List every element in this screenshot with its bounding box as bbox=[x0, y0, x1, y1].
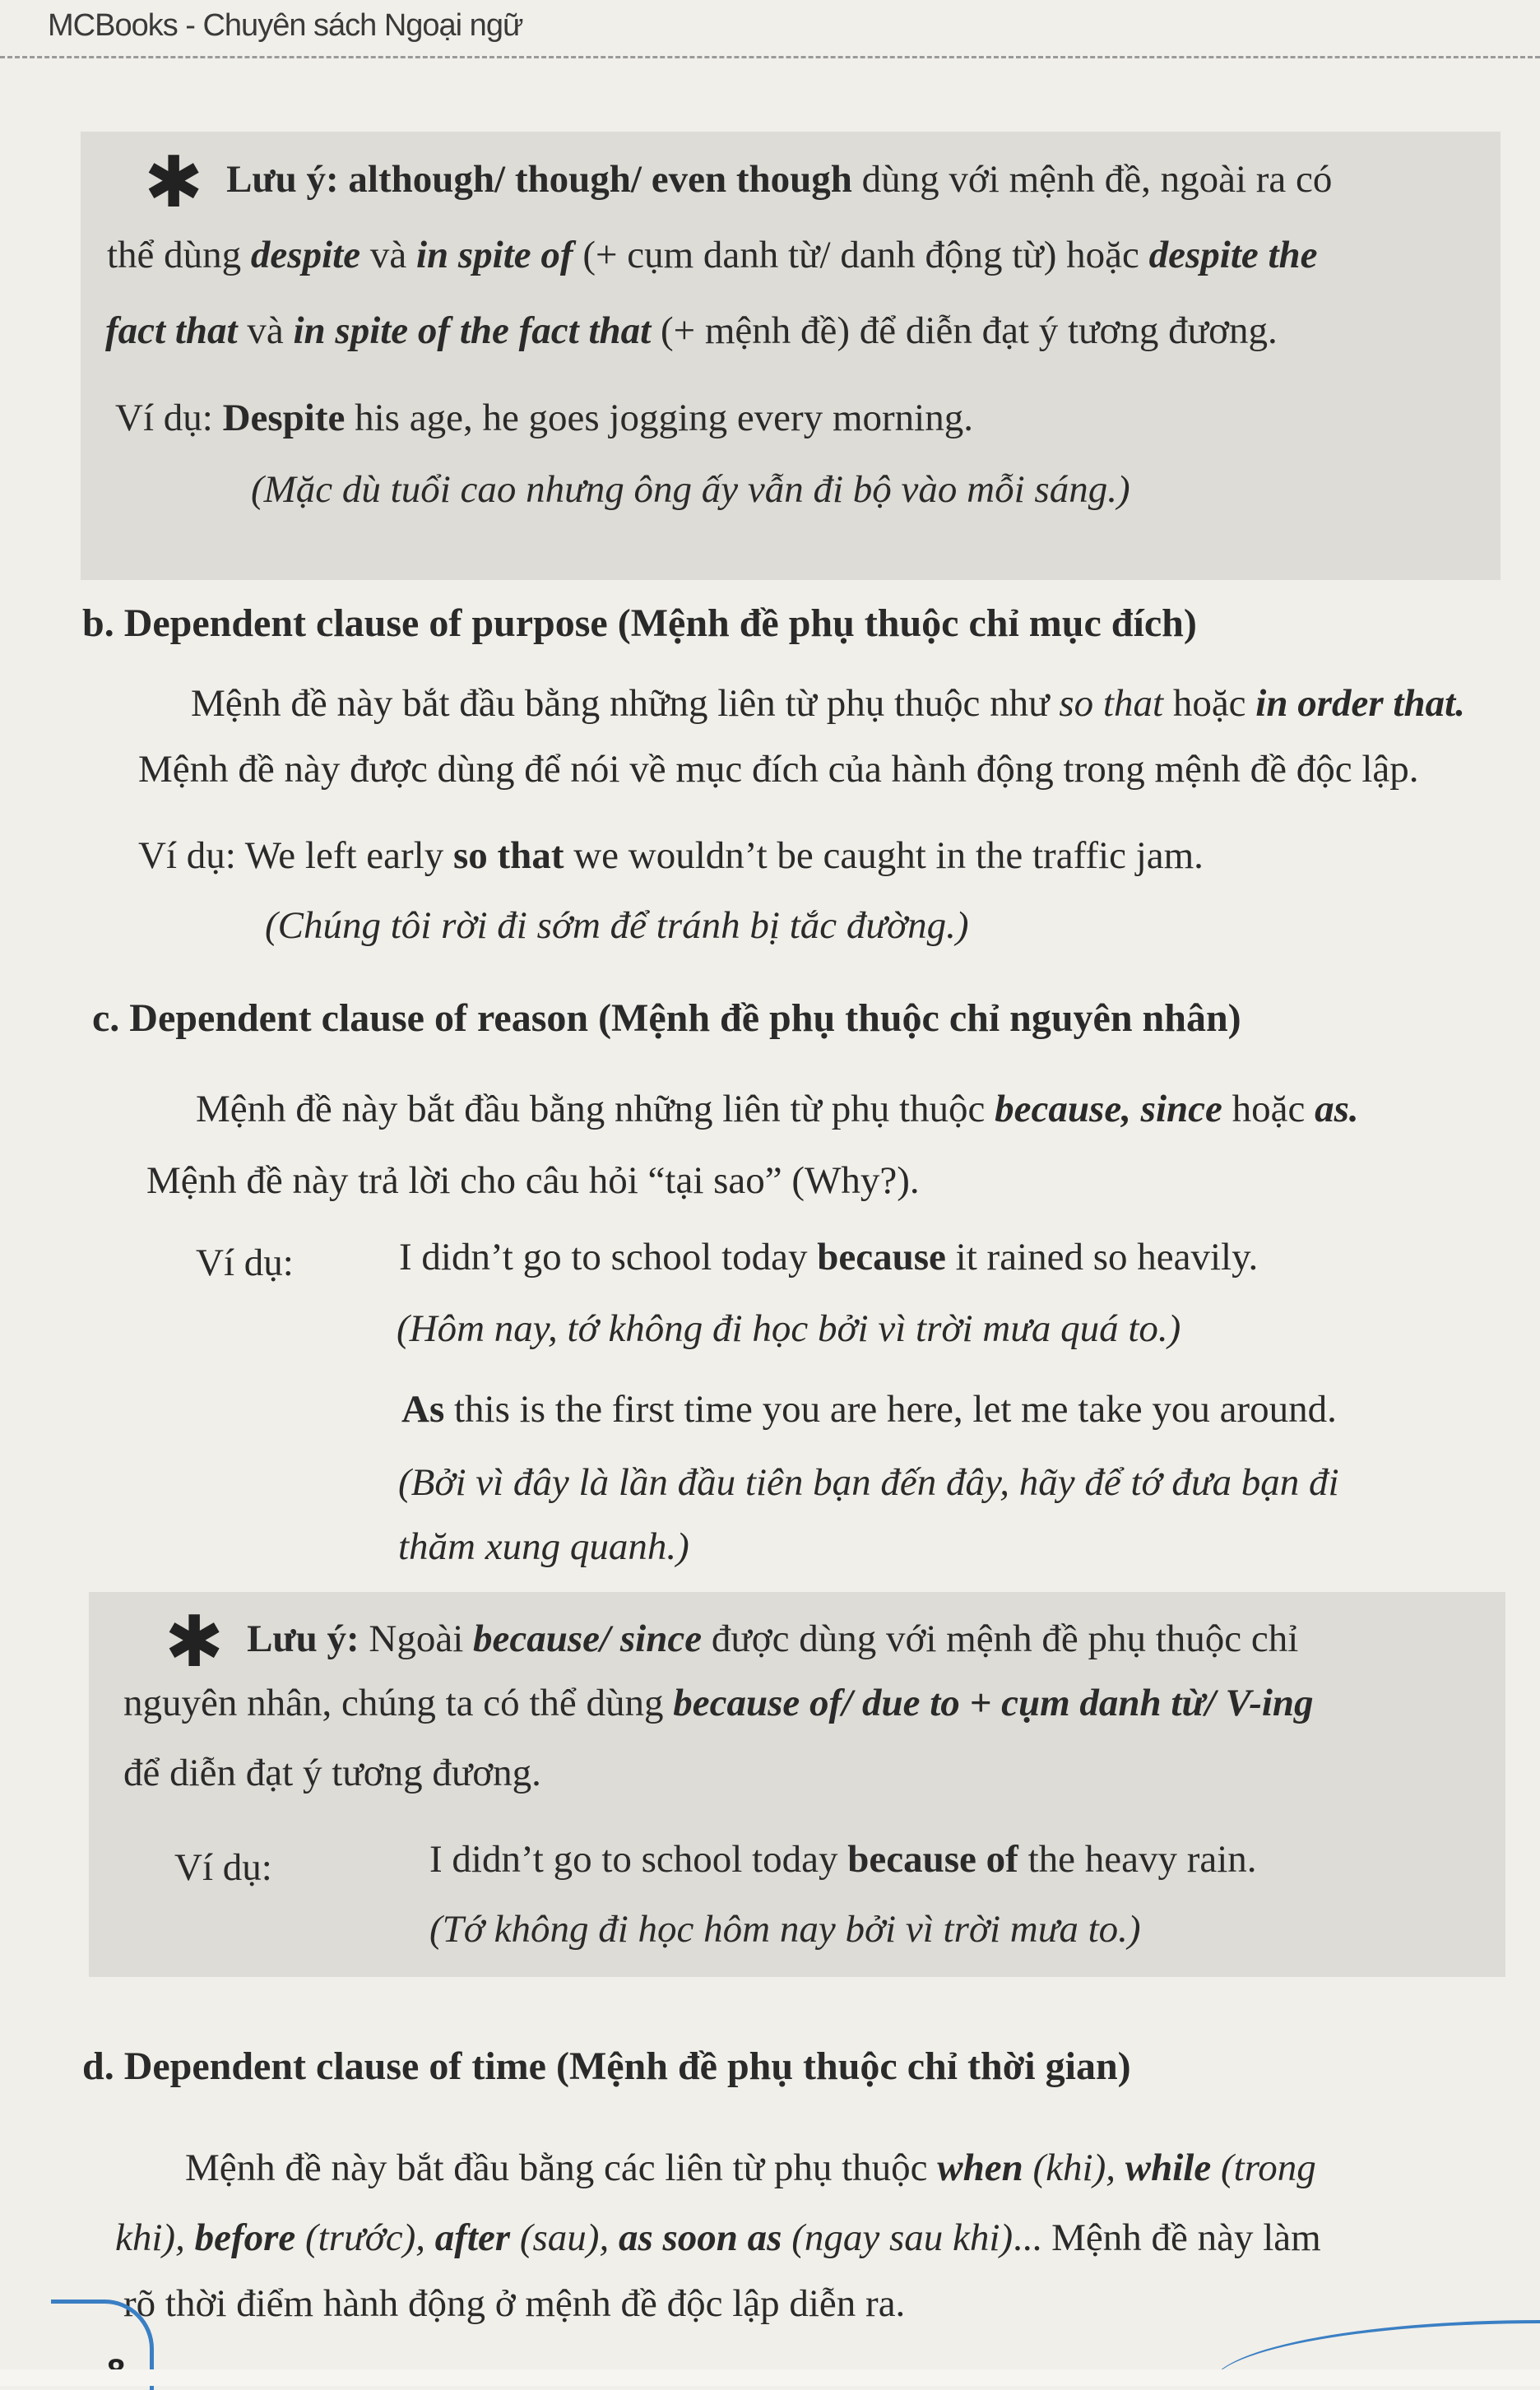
note2-line-3: để diễn đạt ý tương đương. bbox=[123, 1752, 541, 1794]
note1-line-1: ✱ Lưu ý: although/ though/ even though dùng với mệnh đề, ngoài ra có bbox=[144, 142, 1333, 224]
asterisk-icon: ✱ bbox=[144, 142, 204, 224]
note1-example-translation: (Mặc dù tuổi cao nhưng ông ấy vẫn đi bộ vào mỗi sáng.) bbox=[251, 468, 1130, 511]
section-d-para-3: rõ thời điểm hành động ở mệnh đề độc lập diễn ra. bbox=[123, 2282, 906, 2325]
section-b-para-1: Mệnh đề này bắt đầu bằng những liên từ phụ thuộc như so that hoặc in order that. bbox=[191, 682, 1465, 725]
asterisk-icon: ✱ bbox=[165, 1601, 225, 1683]
section-c-example-2: As this is the first time you are here, let me take you around. bbox=[401, 1388, 1337, 1431]
section-b-heading: b. Dependent clause of purpose (Mệnh đề phụ thuộc chỉ mục đích) bbox=[82, 601, 1197, 645]
section-d-para-2: khi), before (trước), after (sau), as soon as (ngay sau khi)... Mệnh đề này làm bbox=[115, 2216, 1321, 2259]
section-c-example-2-translation-2: thăm xung quanh.) bbox=[398, 1525, 689, 1568]
section-c-para-2: Mệnh đề này trả lời cho câu hỏi “tại sao” (Why?). bbox=[146, 1159, 920, 1202]
section-c-heading: c. Dependent clause of reason (Mệnh đề phụ thuộc chỉ nguyên nhân) bbox=[92, 996, 1241, 1040]
section-c-example-label: Ví dụ: bbox=[196, 1241, 294, 1284]
note1-example: Ví dụ: Despite his age, he goes jogging every morning. bbox=[115, 397, 973, 439]
page-header bbox=[0, 0, 1540, 66]
section-d-para-1: Mệnh đề này bắt đầu bằng các liên từ phụ thuộc when (khi), while (trong bbox=[185, 2146, 1316, 2189]
note2-line-1: ✱ Lưu ý: Ngoài because/ since được dùng với mệnh đề phụ thuộc chỉ bbox=[165, 1601, 1299, 1683]
note1-line-2: thể dùng despite và in spite of (+ cụm danh từ/ danh động từ) hoặc despite the bbox=[107, 234, 1318, 276]
note1-line-3: fact that và in spite of the fact that (+ mệnh đề) để diễn đạt ý tương đương. bbox=[105, 309, 1278, 352]
section-c-example-1: I didn’t go to school today because it rained so heavily. bbox=[399, 1236, 1259, 1279]
bottom-margin bbox=[0, 2369, 1540, 2386]
note2-example: I didn’t go to school today because of the heavy rain. bbox=[429, 1838, 1257, 1881]
section-c-example-1-translation: (Hôm nay, tớ không đi học bởi vì trời mưa quá to.) bbox=[397, 1307, 1181, 1350]
header-title: MCBooks - Chuyên sách Ngoại ngữ bbox=[48, 8, 523, 43]
note2-example-translation: (Tớ không đi học hôm nay bởi vì trời mưa to.) bbox=[429, 1908, 1141, 1951]
section-b-example-translation: (Chúng tôi rời đi sớm để tránh bị tắc đường.) bbox=[265, 904, 969, 947]
section-b-para-2: Mệnh đề này được dùng để nói về mục đích của hành động trong mệnh đề độc lập. bbox=[138, 748, 1419, 791]
section-c-example-2-translation-1: (Bởi vì đây là lần đầu tiên bạn đến đây, hãy để tớ đưa bạn đi bbox=[398, 1461, 1339, 1504]
section-b-example: Ví dụ: We left early so that we wouldn’t be caught in the traffic jam. bbox=[138, 834, 1204, 877]
note2-line-2: nguyên nhân, chúng ta có thể dùng because of/ due to + cụm danh từ/ V-ing bbox=[123, 1682, 1314, 1724]
header-divider bbox=[0, 56, 1540, 58]
section-c-para-1: Mệnh đề này bắt đầu bằng những liên từ phụ thuộc because, since hoặc as. bbox=[196, 1088, 1359, 1130]
note2-example-label: Ví dụ: bbox=[174, 1846, 272, 1889]
section-d-heading: d. Dependent clause of time (Mệnh đề phụ thuộc chỉ thời gian) bbox=[82, 2044, 1131, 2088]
